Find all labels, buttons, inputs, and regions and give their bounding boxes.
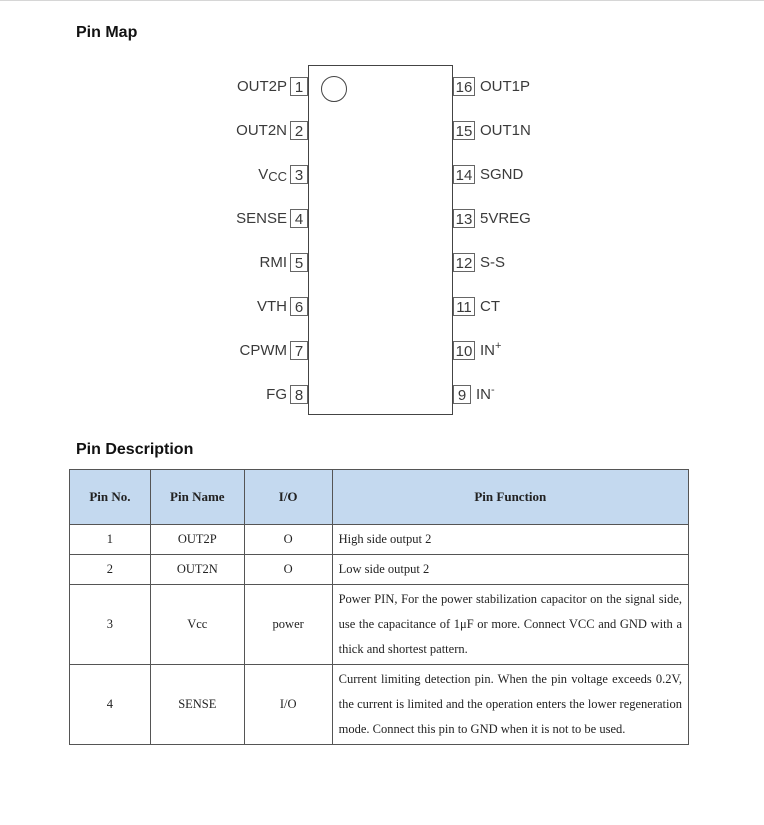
pin-number: 9 xyxy=(453,385,471,404)
cell-pin-name: Vcc xyxy=(150,585,244,665)
pin-name: CT xyxy=(480,298,500,315)
cell-pin-no: 2 xyxy=(70,555,151,585)
table-header-row xyxy=(70,470,689,525)
pin-number: 14 xyxy=(453,165,475,184)
cell-pin-no: 1 xyxy=(70,525,151,555)
pin-number: 4 xyxy=(290,209,308,228)
pin-number: 8 xyxy=(290,385,308,404)
pin-name: S-S xyxy=(480,254,506,271)
cell-pin-name: OUT2P xyxy=(150,525,244,555)
pin-name: SENSE xyxy=(236,210,287,227)
table-row xyxy=(70,525,689,555)
pin-number: 10 xyxy=(453,341,475,360)
cell-pin-no: 4 xyxy=(70,665,151,745)
pin-name: IN- xyxy=(476,384,495,403)
cell-pin-name: OUT2N xyxy=(150,555,244,585)
pin-number: 16 xyxy=(453,77,475,96)
header-pin-no: Pin No. xyxy=(70,470,151,525)
pin-13 xyxy=(453,208,531,229)
pin-name: OUT1N xyxy=(480,122,531,139)
pin-number: 15 xyxy=(453,121,475,140)
cell-pin-function: Low side output 2 xyxy=(332,555,688,585)
cell-pin-name: SENSE xyxy=(150,665,244,745)
pin-name: VTH xyxy=(257,298,287,315)
cell-io: I/O xyxy=(244,665,332,745)
pin-name: FG xyxy=(266,386,287,403)
pin-2 xyxy=(236,120,308,141)
pin-12 xyxy=(453,252,505,273)
pin-16 xyxy=(453,76,530,97)
cell-pin-no: 3 xyxy=(70,585,151,665)
pin-number: 12 xyxy=(453,253,475,272)
pin-map-heading: Pin Map xyxy=(76,24,138,41)
header-io: I/O xyxy=(244,470,332,525)
top-divider xyxy=(0,0,764,1)
cell-pin-function: Current limiting detection pin. When the pin voltage exceeds 0.2V, the current is limited and the operation enters the lower regeneration mode. Connect this pin to GND when it is not to be used. xyxy=(332,665,688,745)
pin-number: 1 xyxy=(290,77,308,96)
pin-number: 11 xyxy=(453,297,475,316)
pin-name: SGND xyxy=(480,166,524,183)
pin-14 xyxy=(453,164,523,185)
pin-8 xyxy=(266,384,308,405)
pin-number: 2 xyxy=(290,121,308,140)
pin-number: 6 xyxy=(290,297,308,316)
pin-6 xyxy=(257,296,308,317)
cell-pin-function: High side output 2 xyxy=(332,525,688,555)
cell-io: O xyxy=(244,555,332,585)
cell-pin-function: Power PIN, For the power stabilization capacitor on the signal side, use the capacitance of 1μF or more. Connect VCC and GND with a thick and shortest pattern. xyxy=(332,585,688,665)
pin1-marker-icon xyxy=(321,76,347,102)
pin-name: IN+ xyxy=(480,340,502,359)
header-pin-function: Pin Function xyxy=(332,470,688,525)
cell-io: power xyxy=(244,585,332,665)
table-row xyxy=(70,665,689,745)
pin-number: 5 xyxy=(290,253,308,272)
table-row xyxy=(70,585,689,665)
pin-1 xyxy=(237,76,308,97)
table-row xyxy=(70,555,689,585)
pin-9 xyxy=(453,384,495,405)
pin-name: OUT2P xyxy=(236,78,287,95)
pin-name: 5VREG xyxy=(480,210,531,227)
pin-number: 13 xyxy=(453,209,475,228)
pin-10 xyxy=(453,340,501,361)
pin-number: 7 xyxy=(290,341,308,360)
pin-4 xyxy=(236,208,308,229)
pin-number: 3 xyxy=(290,165,308,184)
pin-7 xyxy=(240,340,309,361)
header-pin-name: Pin Name xyxy=(150,470,244,525)
pin-name: OUT1P xyxy=(480,78,531,95)
cell-io: O xyxy=(244,525,332,555)
ic-package-body xyxy=(308,65,453,415)
pin-description-table xyxy=(69,469,689,745)
pin-name: CPWM xyxy=(239,342,287,359)
pin-5 xyxy=(260,252,309,273)
pin-3 xyxy=(258,164,308,185)
pin-11 xyxy=(453,296,500,317)
pin-name: OUT2N xyxy=(236,122,287,139)
pin-name: RMI xyxy=(259,254,287,271)
pin-15 xyxy=(453,120,531,141)
pin-name: VCC xyxy=(258,165,287,184)
pin-description-heading: Pin Description xyxy=(76,441,194,458)
